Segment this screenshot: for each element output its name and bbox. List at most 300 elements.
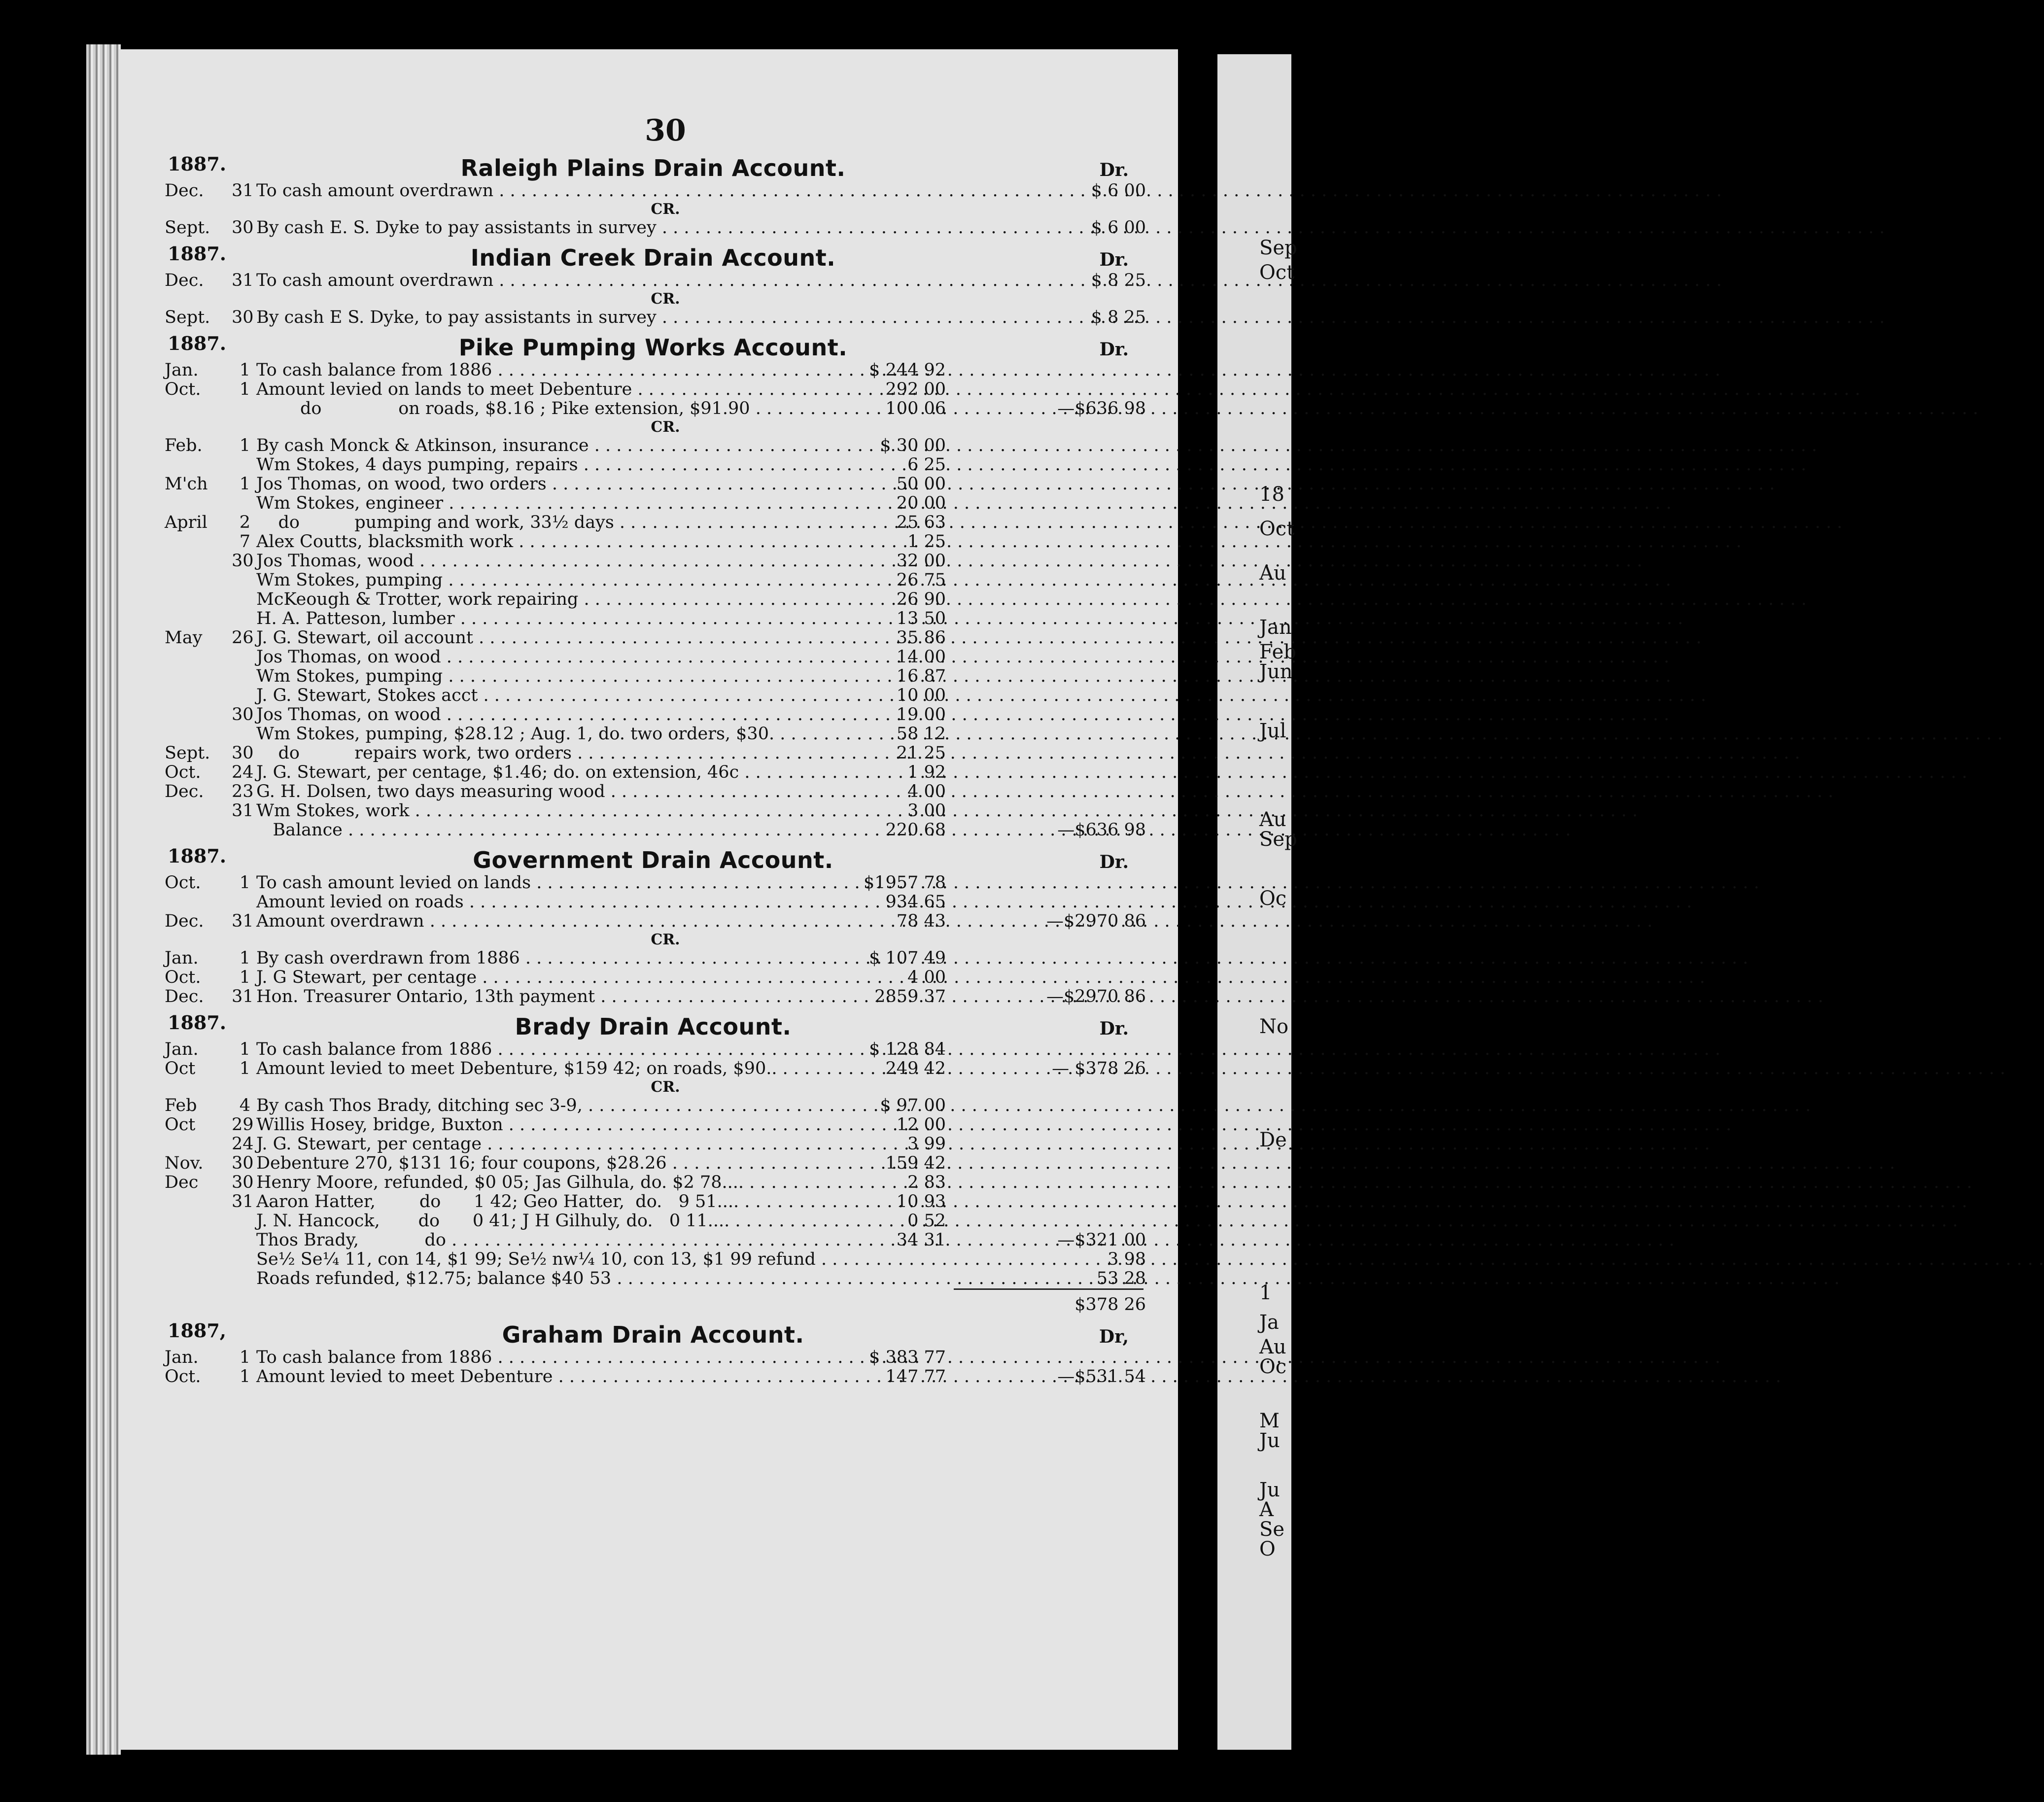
entry-total: $ 8 25 xyxy=(1091,271,1146,290)
credit-label: CR. xyxy=(651,931,680,948)
facing-page-text: Se xyxy=(1259,1518,1285,1541)
ledger-row xyxy=(163,436,1143,455)
entry-total xyxy=(954,801,1146,821)
entry-total: —$2970 86 xyxy=(1046,911,1146,931)
entry-amount: 26 90 xyxy=(896,589,946,609)
entry-total xyxy=(954,744,1146,763)
entry-day: 30 xyxy=(232,705,254,725)
ledger-row xyxy=(163,820,1146,840)
ledger-row xyxy=(163,1040,1143,1059)
entry-description: G. H. Dolsen, two days measuring wood . . . xyxy=(256,782,833,801)
entry-month xyxy=(163,1135,232,1154)
facing-page-text: O xyxy=(1259,1538,1276,1560)
ledger-row xyxy=(163,1115,1143,1135)
entry-description: Jos Thomas, on wood . . . xyxy=(256,705,833,725)
entry-month: Jan. xyxy=(165,1348,199,1367)
entry-month xyxy=(163,1231,232,1250)
account-header xyxy=(163,330,1143,361)
facing-page-text: Au xyxy=(1259,1336,1286,1358)
entry-description: McKeough & Trotter, work repairing . . . xyxy=(256,590,833,609)
account-title: Indian Creek Drain Account. xyxy=(470,244,836,271)
entry-total xyxy=(954,513,1146,532)
entry-month xyxy=(163,801,232,821)
entry-amount xyxy=(833,181,954,201)
entry-total xyxy=(954,361,1146,380)
entry-total xyxy=(954,590,1146,609)
entry-day: 30 xyxy=(232,743,254,763)
entry-amount: 32 00 xyxy=(896,551,946,571)
entry-amount: 78 43 xyxy=(896,911,946,931)
entry-total xyxy=(954,552,1146,571)
entry-month: Dec xyxy=(165,1173,199,1192)
entry-day xyxy=(232,648,256,667)
entry-month: Oct xyxy=(165,1059,196,1078)
entry-day xyxy=(232,494,256,513)
debit-label: Dr. xyxy=(1099,1018,1129,1039)
entry-total xyxy=(954,380,1146,399)
facing-page-text: Au xyxy=(1259,808,1286,831)
entry-amount: 6 25 xyxy=(907,455,946,475)
ledger-row xyxy=(163,571,1143,590)
ledger-row xyxy=(163,181,1146,201)
entry-description: To cash balance from 1886 . . . xyxy=(256,361,833,380)
entry-description: To cash balance from 1886 . . . xyxy=(256,1348,833,1367)
account-year: 1887. xyxy=(168,243,226,265)
entry-month: Oct. xyxy=(165,762,201,782)
entry-day xyxy=(232,686,256,705)
entry-amount: 3 99 xyxy=(907,1134,946,1154)
account-year: 1887. xyxy=(168,1011,226,1034)
ledger-row xyxy=(163,1269,1146,1288)
entry-month xyxy=(163,1212,232,1231)
ledger-row xyxy=(163,609,1143,628)
entry-day: 30 xyxy=(232,218,254,238)
entry-amount xyxy=(833,218,954,238)
ledger-row xyxy=(163,1173,1143,1192)
entry-month xyxy=(163,455,232,475)
entry-total xyxy=(954,1135,1146,1154)
entry-month: Sept. xyxy=(165,218,210,238)
entry-amount xyxy=(833,1269,954,1288)
facing-page-text: Oct xyxy=(1259,518,1295,540)
account-year: 1887. xyxy=(168,845,226,867)
entry-day xyxy=(232,725,256,744)
entry-day: 26 xyxy=(232,628,254,648)
account-section xyxy=(163,1317,1146,1386)
debit-label: Dr, xyxy=(1099,1326,1129,1347)
entry-day xyxy=(232,1269,256,1288)
entry-amount: 292 00 xyxy=(885,380,946,399)
entry-month xyxy=(163,1269,232,1288)
entry-month xyxy=(163,1250,232,1269)
entry-total xyxy=(954,1154,1146,1173)
entry-amount: 934 65 xyxy=(885,892,946,912)
entry-day: 31 xyxy=(232,181,254,201)
entry-month: Feb. xyxy=(165,436,203,455)
entry-total xyxy=(954,494,1146,513)
facing-page-text: Au xyxy=(1259,562,1286,585)
ledger-row xyxy=(163,911,1146,931)
entry-day: 1 xyxy=(239,436,250,455)
ledger-row xyxy=(163,494,1143,513)
entry-amount: 34 31 xyxy=(896,1230,946,1250)
entry-month: Dec. xyxy=(165,782,204,801)
entry-description: J. G Stewart, per centage . . . xyxy=(256,968,833,987)
entry-month xyxy=(163,705,232,725)
entry-total: $ 8 25 xyxy=(1091,308,1146,327)
entry-day: 23 xyxy=(232,782,254,801)
entry-day: 30 xyxy=(232,1153,254,1173)
entry-amount: 14 00 xyxy=(896,647,946,667)
ledger-row xyxy=(163,782,1143,801)
entry-day xyxy=(232,609,256,628)
account-header xyxy=(163,241,1143,271)
entry-amount xyxy=(833,308,954,327)
entry-day xyxy=(232,399,256,418)
ledger-content xyxy=(163,113,1146,1386)
entry-month: Oct. xyxy=(165,380,201,399)
entry-month: Oct. xyxy=(165,968,201,987)
entry-month xyxy=(163,1192,232,1212)
entry-month: M'ch xyxy=(165,474,208,494)
entry-day xyxy=(232,1212,256,1231)
entry-description: Amount levied on roads . . . xyxy=(256,893,833,912)
facing-page-text: Oct xyxy=(1259,261,1295,284)
ledger-row xyxy=(163,1348,1143,1367)
entry-total xyxy=(954,455,1146,475)
entry-amount: 147 77 xyxy=(885,1367,946,1386)
entry-day: 1 xyxy=(239,360,250,380)
account-title: Pike Pumping Works Account. xyxy=(458,334,848,361)
entry-description: Amount levied to meet Debenture . . . xyxy=(256,1367,833,1386)
entry-description: J. G. Stewart, per centage . . . xyxy=(256,1135,833,1154)
entry-description: Henry Moore, refunded, $0 05; Jas Gilhula, do. $2 78.... . . . xyxy=(256,1173,833,1192)
entry-day: 30 xyxy=(232,551,254,571)
ledger-row xyxy=(163,725,1143,744)
facing-page-text: Sep xyxy=(1259,828,1297,851)
entry-description: Jos Thomas, on wood . . . xyxy=(256,648,833,667)
ledger-row xyxy=(163,455,1143,475)
entry-month: Oct xyxy=(165,1115,196,1135)
ledger-row xyxy=(163,893,1143,912)
account-year: 1887. xyxy=(168,153,226,175)
account-section xyxy=(163,1009,1146,1315)
grand-total-row xyxy=(163,1295,1146,1315)
blank-cell xyxy=(232,1295,256,1315)
ledger-row xyxy=(163,1059,1146,1078)
account-section xyxy=(163,843,1146,1006)
ledger-row xyxy=(163,1367,1146,1386)
entry-month xyxy=(163,399,232,418)
entry-day: 24 xyxy=(232,1134,254,1154)
ledger-row xyxy=(163,1135,1143,1154)
facing-page-text: Sep xyxy=(1259,237,1297,259)
entry-total xyxy=(954,532,1146,552)
entry-day xyxy=(232,667,256,686)
entry-total xyxy=(954,475,1146,494)
entry-amount: 249 42 xyxy=(885,1059,946,1078)
entry-total: 53 28 xyxy=(1096,1269,1146,1288)
entry-month: Jan. xyxy=(165,360,199,380)
entry-description: Balance . . . xyxy=(256,821,833,840)
entry-day: 1 xyxy=(239,873,250,893)
accounts-list xyxy=(163,151,1146,1386)
account-title: Government Drain Account. xyxy=(473,847,833,873)
account-header xyxy=(163,843,1143,873)
entry-month xyxy=(163,552,232,571)
entry-amount: 2 83 xyxy=(907,1173,946,1192)
debit-label: Dr. xyxy=(1099,339,1129,360)
binding-edge xyxy=(86,44,121,1755)
entry-day: 4 xyxy=(239,1096,250,1115)
entry-description: By cash Thos Brady, ditching sec 3-9, . . . xyxy=(256,1096,833,1115)
entry-month: Sept. xyxy=(165,308,210,327)
entry-total: 3 98 xyxy=(1108,1249,1146,1269)
entry-description: Willis Hosey, bridge, Buxton . . . xyxy=(256,1115,833,1135)
ledger-row xyxy=(163,361,1143,380)
entry-month xyxy=(163,667,232,686)
ledger-row xyxy=(163,1154,1143,1173)
account-section xyxy=(163,151,1146,238)
entry-total xyxy=(954,436,1146,455)
entry-description: To cash amount levied on lands . . . xyxy=(256,873,833,893)
entry-amount: $1957 78 xyxy=(863,873,946,893)
entry-day: 1 xyxy=(239,1348,250,1367)
entry-description: To cash amount overdrawn . . . xyxy=(256,271,833,290)
entry-amount: 1 92 xyxy=(907,762,946,782)
entry-total xyxy=(954,782,1146,801)
entry-total xyxy=(954,949,1146,968)
entry-description: Amount levied to meet Debenture, $159 42; on roads, $90.. . . . xyxy=(256,1059,833,1078)
entry-total: $ 6 00 xyxy=(1091,181,1146,201)
entry-amount xyxy=(833,1250,954,1269)
entry-day: 1 xyxy=(239,968,250,987)
entry-total xyxy=(954,628,1146,648)
entry-total xyxy=(954,648,1146,667)
entry-total xyxy=(954,667,1146,686)
entry-amount: $ 383 77 xyxy=(869,1348,946,1367)
entry-day: 31 xyxy=(232,271,254,290)
facing-page-text: Jun xyxy=(1259,660,1293,683)
ledger-row xyxy=(163,628,1143,648)
entry-description: H. A. Patteson, lumber . . . xyxy=(256,609,833,628)
entry-amount: 1 25 xyxy=(907,532,946,552)
entry-day: 1 xyxy=(239,1059,250,1078)
account-year: 1887. xyxy=(168,332,226,354)
entry-amount: 21 25 xyxy=(896,743,946,763)
entry-description: J. G. Stewart, per centage, $1.46; do. on extension, 46c . . . xyxy=(256,763,833,782)
entry-total: —$636 98 xyxy=(1057,399,1146,418)
entry-day: 24 xyxy=(232,762,254,782)
entry-day xyxy=(232,455,256,475)
entry-amount: 0 52 xyxy=(907,1211,946,1231)
ledger-row xyxy=(163,744,1143,763)
entry-day xyxy=(232,821,256,840)
ledger-row xyxy=(163,1249,1146,1269)
entry-month xyxy=(163,590,232,609)
entry-month xyxy=(163,571,232,590)
facing-page-text: M xyxy=(1259,1410,1280,1432)
debit-label: Dr. xyxy=(1099,852,1129,872)
entry-total xyxy=(954,609,1146,628)
ledger-row xyxy=(163,380,1143,399)
account-header xyxy=(163,1317,1143,1348)
entry-amount: 50 00 xyxy=(896,474,946,494)
ledger-row xyxy=(163,308,1146,327)
credit-label: CR. xyxy=(651,418,680,436)
ledger-row xyxy=(163,218,1146,238)
entry-total xyxy=(954,1096,1146,1115)
ledger-row xyxy=(163,475,1143,494)
entry-description: Jos Thomas, on wood, two orders . . . xyxy=(256,475,833,494)
entry-description: J. G. Stewart, oil account . . . xyxy=(256,628,833,648)
entry-day xyxy=(232,590,256,609)
entry-amount: 2859 37 xyxy=(874,987,946,1006)
ledger-row xyxy=(163,532,1143,552)
entry-month: Feb xyxy=(165,1096,197,1115)
entry-month xyxy=(163,609,232,628)
entry-amount: 13 50 xyxy=(896,609,946,628)
ledger-row xyxy=(163,552,1143,571)
entry-day xyxy=(232,571,256,590)
entry-day: 31 xyxy=(232,911,254,931)
entry-day: 31 xyxy=(232,1192,254,1212)
entry-description: Wm Stokes, pumping . . . xyxy=(256,667,833,686)
entry-description: By cash Monck & Atkinson, insurance . . . xyxy=(256,436,833,455)
facing-page-text: Oc xyxy=(1259,887,1287,910)
entry-description: Wm Stokes, work . . . xyxy=(256,801,833,821)
entry-day xyxy=(232,1231,256,1250)
facing-page-text: 18 xyxy=(1259,483,1284,506)
entry-total: —$636 98 xyxy=(1057,820,1146,840)
entry-description: Amount levied on lands to meet Debenture . . . xyxy=(256,380,833,399)
entry-description: J. N. Hancock, do 0 41; J H Gilhuly, do. 0 11.... . . . xyxy=(256,1212,833,1231)
entry-total xyxy=(954,1192,1146,1212)
entry-month: Jan. xyxy=(165,948,199,968)
facing-page-text: Oc xyxy=(1259,1355,1287,1378)
entry-total: —$2970 86 xyxy=(1046,987,1146,1006)
entry-month: May xyxy=(165,628,203,648)
entry-month: Dec. xyxy=(165,911,204,931)
facing-page-text: Jan xyxy=(1259,616,1292,639)
entry-month: Oct. xyxy=(165,873,201,893)
ledger-row xyxy=(163,1192,1143,1212)
entry-total xyxy=(954,1115,1146,1135)
entry-month xyxy=(163,494,232,513)
ledger-row xyxy=(163,873,1143,893)
entry-month xyxy=(163,821,232,840)
credit-label: CR. xyxy=(651,201,680,218)
entry-description: Wm Stokes, 4 days pumping, repairs . . . xyxy=(256,455,833,475)
entry-description: J. G. Stewart, Stokes acct . . . xyxy=(256,686,833,705)
account-title: Raleigh Plains Drain Account. xyxy=(460,155,846,181)
entry-amount: 10 93 xyxy=(896,1192,946,1212)
entry-amount: $ 128 84 xyxy=(869,1040,946,1059)
entry-month: Jan. xyxy=(165,1040,199,1059)
entry-total: —$321 00 xyxy=(1057,1230,1146,1250)
entry-month xyxy=(163,532,232,552)
entry-amount: 19 00 xyxy=(896,705,946,725)
entry-amount: 12 00 xyxy=(896,1115,946,1135)
entry-description: Amount overdrawn . . . xyxy=(256,912,833,931)
ledger-row xyxy=(163,968,1143,987)
blank-cell xyxy=(256,1295,833,1315)
entry-month: Dec. xyxy=(165,181,204,201)
facing-page-text: Ju xyxy=(1259,1429,1280,1452)
entry-total xyxy=(954,705,1146,725)
ledger-row xyxy=(163,949,1143,968)
ledger-row xyxy=(163,513,1143,532)
entry-total xyxy=(954,725,1146,744)
entry-month: Dec. xyxy=(165,987,204,1006)
ledger-row xyxy=(163,399,1146,418)
entry-description: Roads refunded, $12.75; balance $40 53 . . . xyxy=(256,1269,833,1288)
entry-amount: 4 00 xyxy=(907,968,946,987)
entry-description: To cash balance from 1886 . . . xyxy=(256,1040,833,1059)
facing-page-text: No xyxy=(1259,1015,1289,1038)
entry-description: do pumping and work, 33½ days . . . xyxy=(256,513,833,532)
total-rule xyxy=(954,1288,1143,1290)
entry-total xyxy=(954,1173,1146,1192)
entry-description: By cash E S. Dyke, to pay assistants in survey . . . xyxy=(256,308,833,327)
ledger-row xyxy=(163,801,1143,821)
entry-day: 1 xyxy=(239,380,250,399)
entry-month xyxy=(163,893,232,912)
entry-amount: 16 87 xyxy=(896,666,946,686)
account-title: Brady Drain Account. xyxy=(515,1013,792,1040)
entry-total xyxy=(954,763,1146,782)
credit-label: CR. xyxy=(651,290,680,308)
entry-total: — $378 26 xyxy=(1052,1059,1146,1078)
entry-day: 1 xyxy=(239,1040,250,1059)
entry-day: 2 xyxy=(239,513,250,532)
entry-description: do repairs work, two orders . . . xyxy=(256,744,833,763)
account-year: 1887, xyxy=(168,1319,226,1342)
entry-total xyxy=(954,571,1146,590)
entry-description: To cash amount overdrawn . . . xyxy=(256,181,833,201)
entry-amount: $ 244 92 xyxy=(869,360,946,380)
account-header xyxy=(163,1009,1143,1040)
account-section xyxy=(163,330,1146,840)
entry-description: Jos Thomas, wood . . . xyxy=(256,552,833,571)
account-title: Graham Drain Account. xyxy=(502,1321,804,1348)
entry-amount: 220 68 xyxy=(885,820,946,840)
facing-page-text: A xyxy=(1259,1498,1274,1521)
entry-description: By cash E. S. Dyke to pay assistants in survey . . . xyxy=(256,218,833,238)
debit-label: Dr. xyxy=(1099,249,1129,270)
ledger-row xyxy=(163,686,1143,705)
entry-day: 29 xyxy=(232,1115,254,1135)
entry-total: —$531 54 xyxy=(1057,1367,1146,1386)
account-header xyxy=(163,151,1143,181)
entry-month: Oct. xyxy=(165,1367,201,1386)
entry-amount: $ 97 00 xyxy=(880,1096,946,1115)
entry-amount: 25 63 xyxy=(896,513,946,532)
entry-month: Dec. xyxy=(165,271,204,290)
entry-amount: 58 12 xyxy=(896,724,946,744)
entry-total xyxy=(954,873,1146,893)
ledger-row xyxy=(163,667,1143,686)
entry-description: do on roads, $8.16 ; Pike extension, $91.90 . . . xyxy=(256,399,833,418)
entry-month: April xyxy=(165,513,208,532)
entry-total xyxy=(954,1212,1146,1231)
ledger-row xyxy=(163,271,1146,290)
ledger-row xyxy=(163,705,1143,725)
entry-amount: 10 00 xyxy=(896,686,946,705)
grand-total: $378 26 xyxy=(1074,1295,1146,1315)
entry-amount: 100 06 xyxy=(885,399,946,418)
entry-day: 31 xyxy=(232,801,254,821)
